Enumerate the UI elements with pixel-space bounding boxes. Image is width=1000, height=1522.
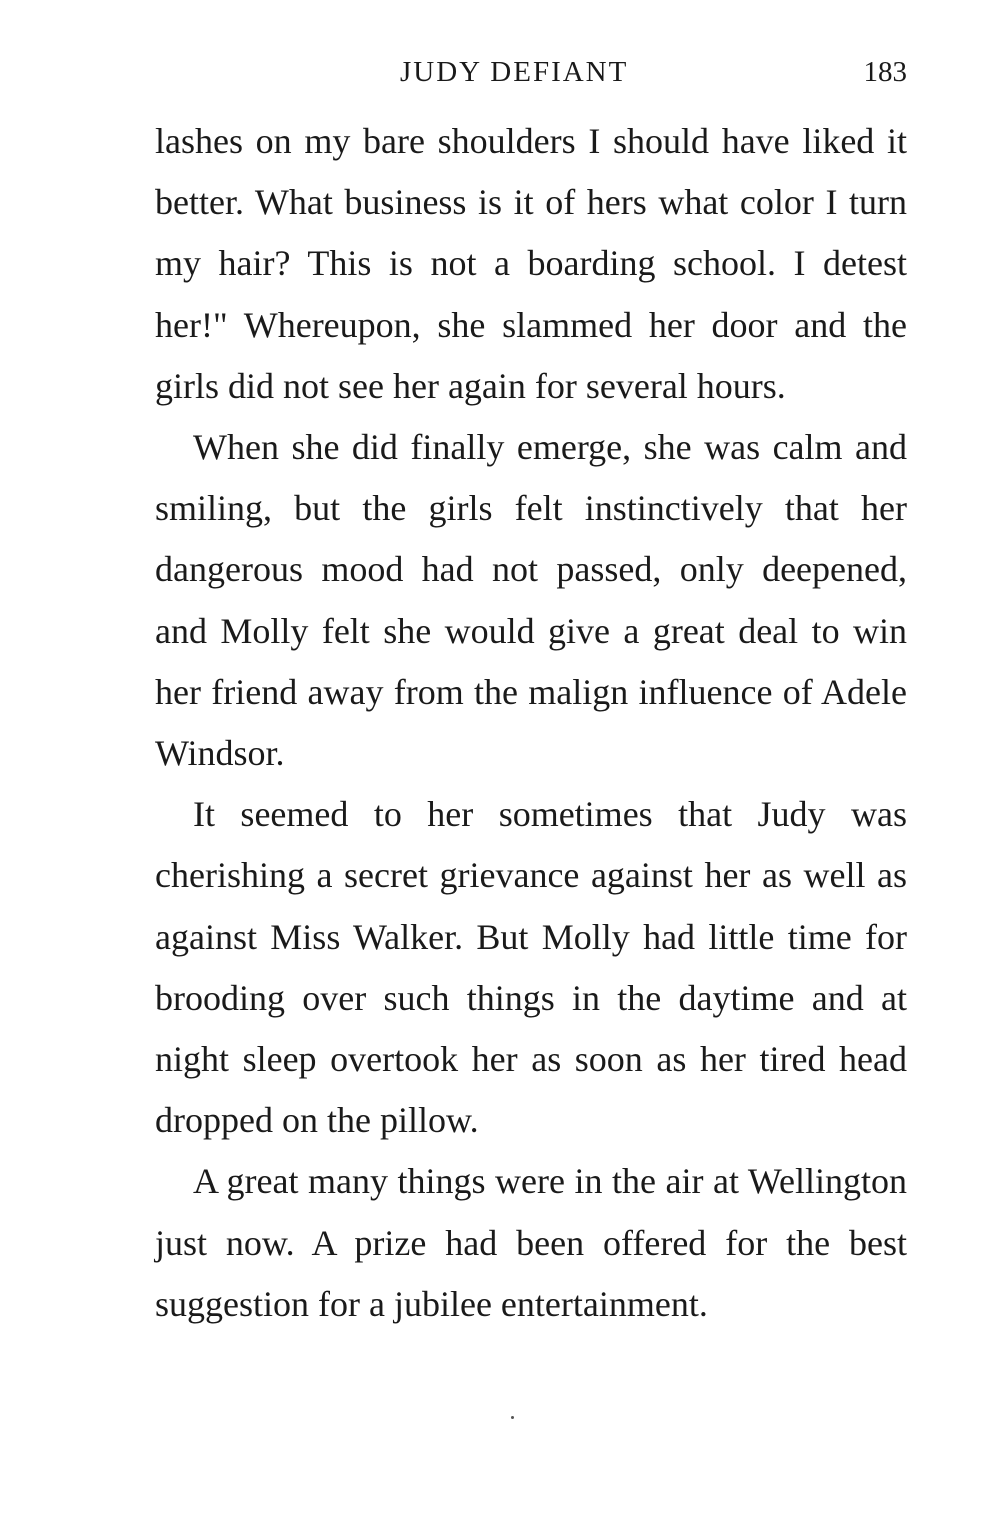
paragraph: A great many things were in the air at Wellington just now. A prize had been offered for the best suggestion for a jubilee entertainment. (155, 1161, 907, 1324)
body-text (155, 111, 907, 1335)
paragraph: When she did finally emerge, she was calm and smiling, but the girls felt instinctively that her dangerous mood had not passed, only deepened, and Molly felt she would give a great deal to win her friend away from the malign influence of Adele Windsor. (155, 427, 907, 774)
page-number: 183 (863, 56, 907, 88)
paragraph: It seemed to her sometimes that Judy was cherishing a secret grievance against her as well as against Miss Walker. But Molly had little time for brooding over such things in the daytime and at night sleep overtook her as soon as her tired head dropped on the pillow. (155, 794, 907, 1141)
paragraph-continuation: lashes on my bare shoulders I should have liked it better. What business is it of hers what color I turn my hair? This is not a boarding school. I detest her!" Whereupon, she slammed her door and the girls did not see her again for several hours. (155, 121, 907, 406)
running-title: JUDY DEFIANT (400, 56, 629, 88)
print-speck (511, 1416, 514, 1419)
running-head (155, 52, 907, 92)
